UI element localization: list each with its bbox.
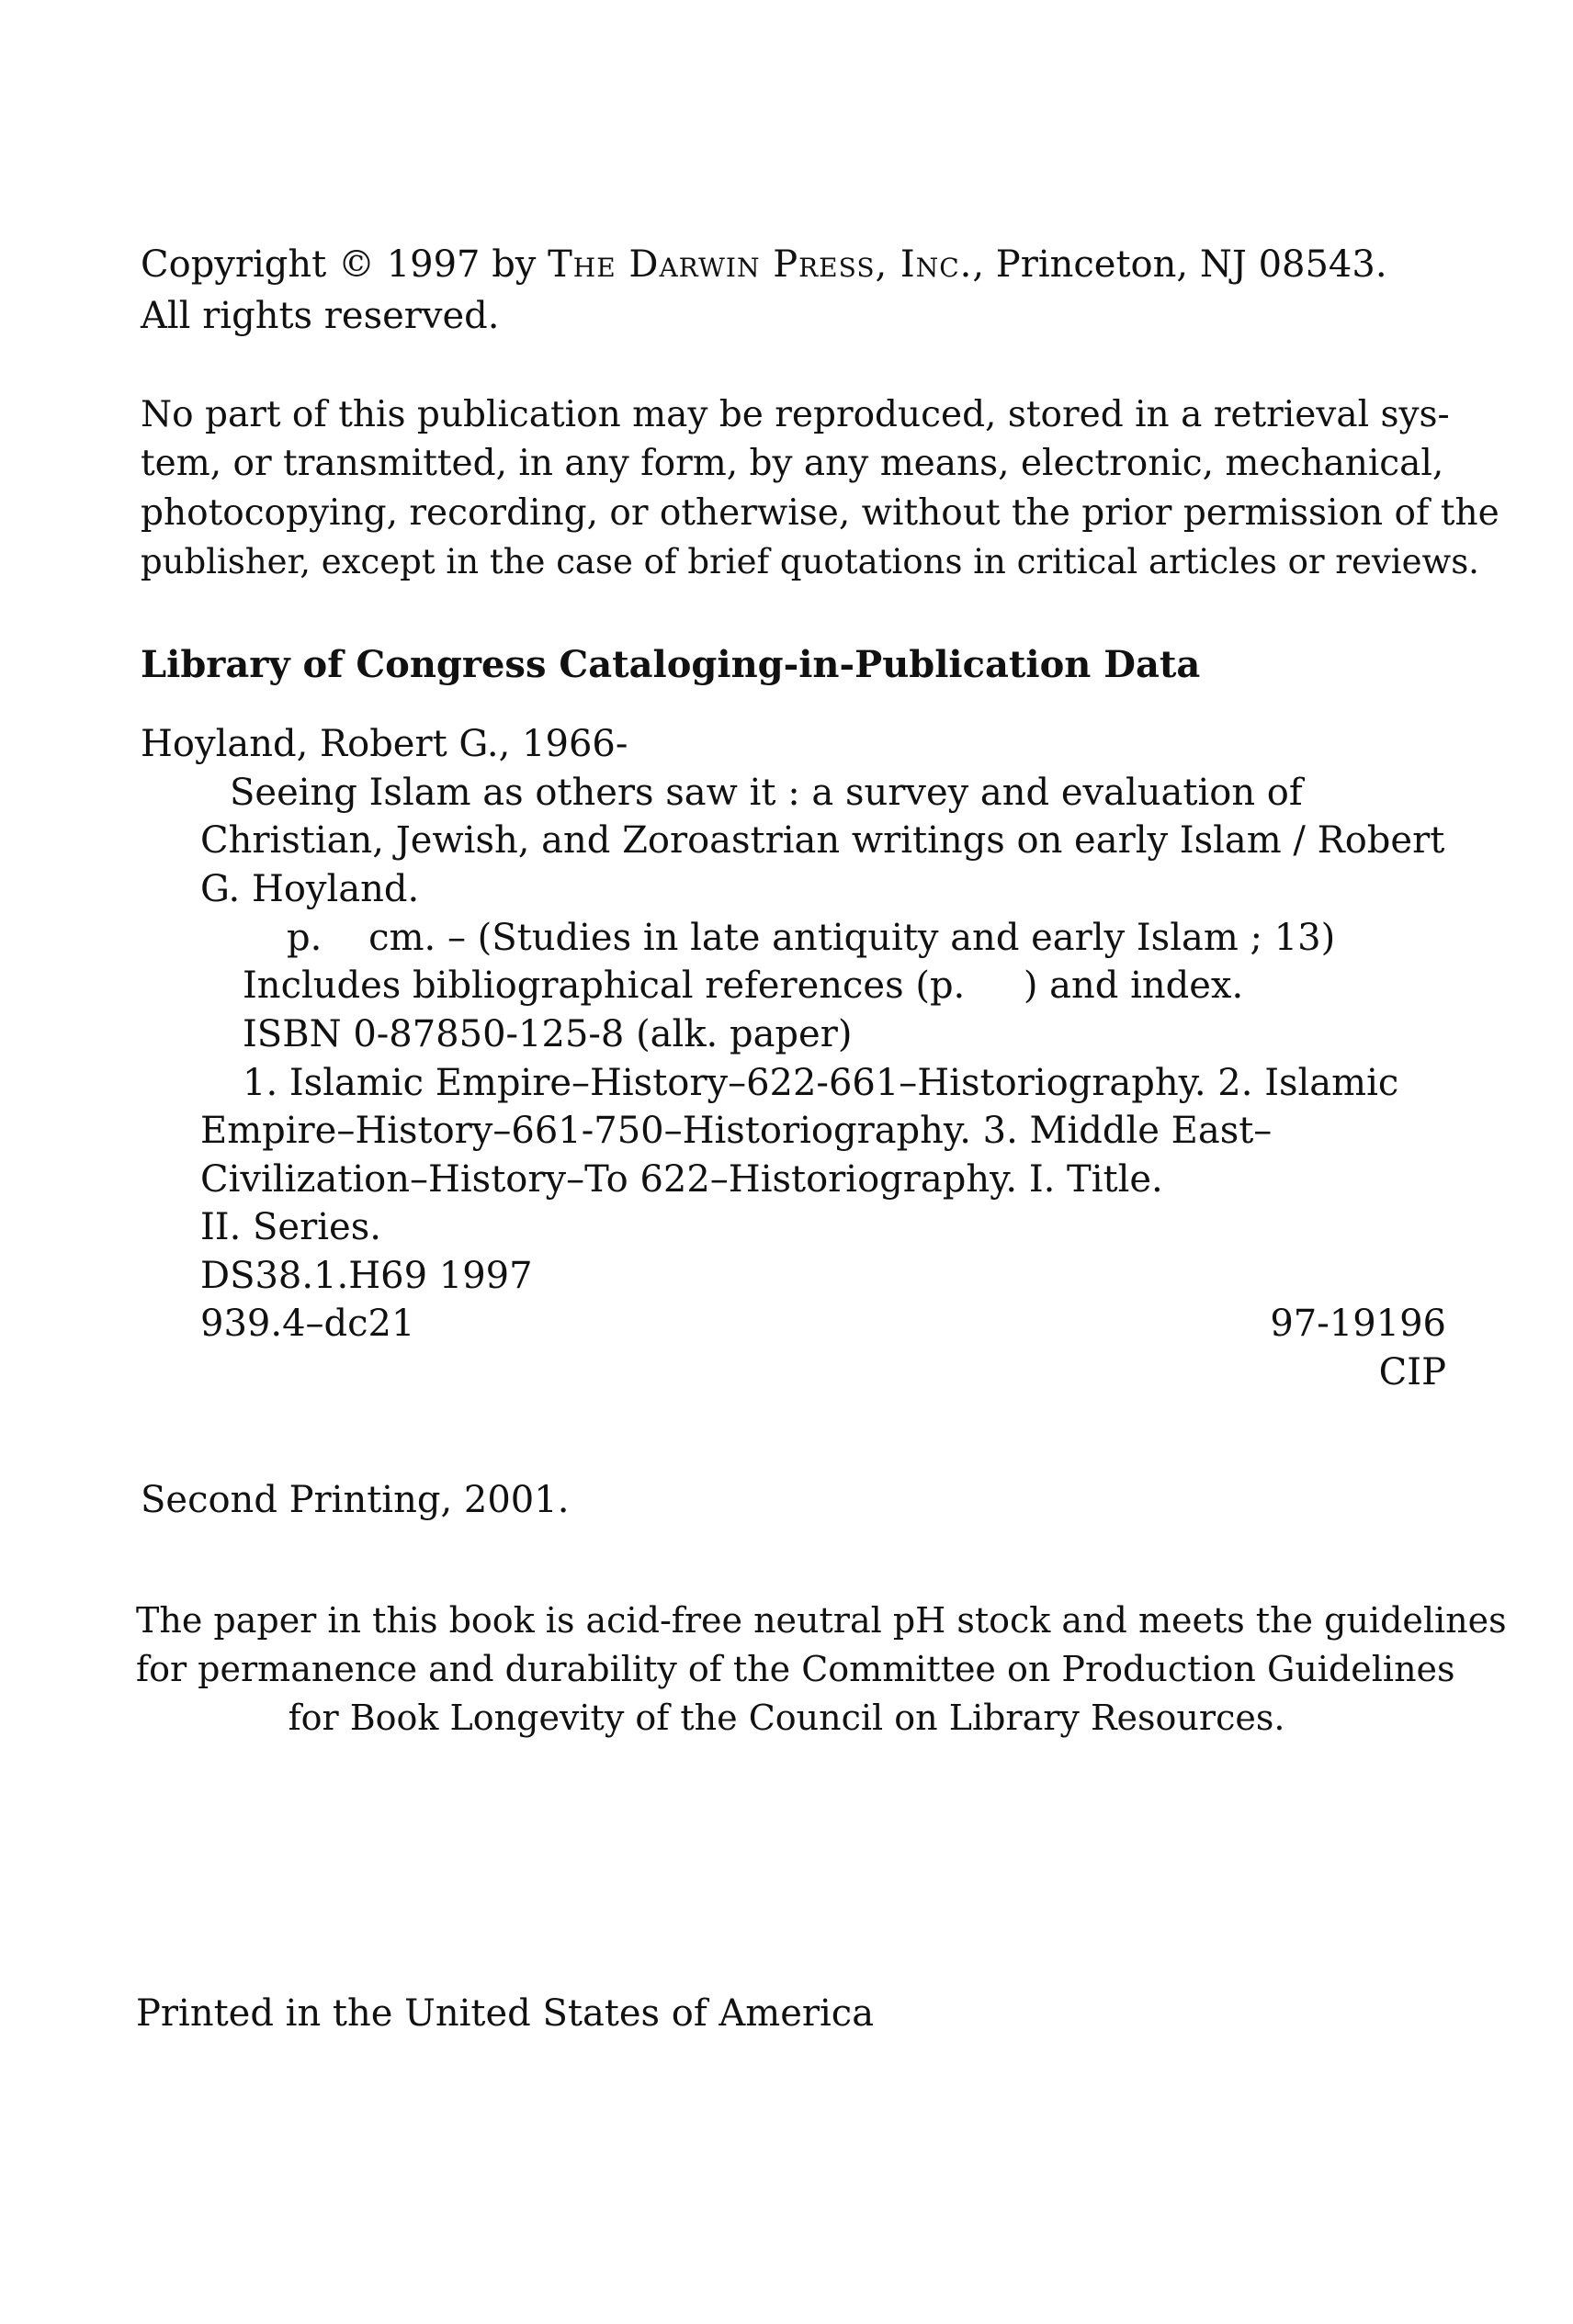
cip-subject-line: Empire–History–661-750–Historiography. 3. Middle East– — [200, 1110, 1273, 1152]
cip-notes-line: Includes bibliographical references (p. ) and index. — [243, 965, 1244, 1007]
copyright-prefix: Copyright — [141, 243, 327, 286]
copyright-year: 1997 by — [386, 243, 537, 286]
permissions-line: publisher, except in the case of brief quotations in critical articles or reviews. — [141, 542, 1479, 581]
copyright-symbol: © — [337, 243, 375, 286]
publisher-location: , Princeton, NJ 08543. — [972, 243, 1387, 286]
cip-isbn-line: ISBN 0-87850-125-8 (alk. paper) — [243, 1013, 853, 1055]
cip-author: Hoyland, Robert G., 1966- — [141, 723, 628, 765]
cip-title-line: Seeing Islam as others saw it : a survey and evaluation of — [230, 772, 1303, 814]
publisher-name: The Darwin Press, Inc. — [548, 243, 973, 286]
printing-note: Second Printing, 2001. — [141, 1479, 570, 1521]
cip-title-line: Christian, Jewish, and Zoroastrian writings on early Islam / Robert — [200, 819, 1445, 862]
cip-subject-line: II. Series. — [200, 1206, 381, 1248]
paper-note-line: for Book Longevity of the Council on Library Resources. — [288, 1698, 1285, 1738]
paper-note-line: The paper in this book is acid-free neutral pH stock and meets the guidelines — [136, 1600, 1507, 1641]
cip-heading: Library of Congress Cataloging-in-Publication Data — [141, 643, 1201, 686]
cip-lc-class: DS38.1.H69 1997 — [200, 1255, 533, 1297]
cip-title-line: G. Hoyland. — [200, 868, 420, 910]
copyright-line — [141, 243, 1387, 286]
rights-line: All rights reserved. — [141, 295, 500, 337]
cip-series-line: p. cm. – (Studies in late antiquity and early Islam ; 13) — [287, 917, 1336, 959]
cip-label: CIP — [1378, 1351, 1446, 1393]
printed-in: Printed in the United States of America — [136, 1992, 875, 2035]
cip-dewey: 939.4–dc21 — [200, 1303, 415, 1345]
permissions-line: photocopying, recording, or otherwise, without the prior permission of the — [141, 492, 1499, 534]
cip-subject-line: 1. Islamic Empire–History–622-661–Historiography. 2. Islamic — [243, 1062, 1399, 1104]
cip-subject-line: Civilization–History–To 622–Historiography. I. Title. — [200, 1158, 1163, 1201]
permissions-line: No part of this publication may be reproduced, stored in a retrieval sys- — [141, 394, 1450, 435]
cip-lccn: 97-19196 — [1270, 1303, 1446, 1345]
permissions-line: tem, or transmitted, in any form, by any means, electronic, mechanical, — [141, 443, 1444, 484]
paper-note-line: for permanence and durability of the Committee on Production Guidelines — [136, 1649, 1455, 1689]
